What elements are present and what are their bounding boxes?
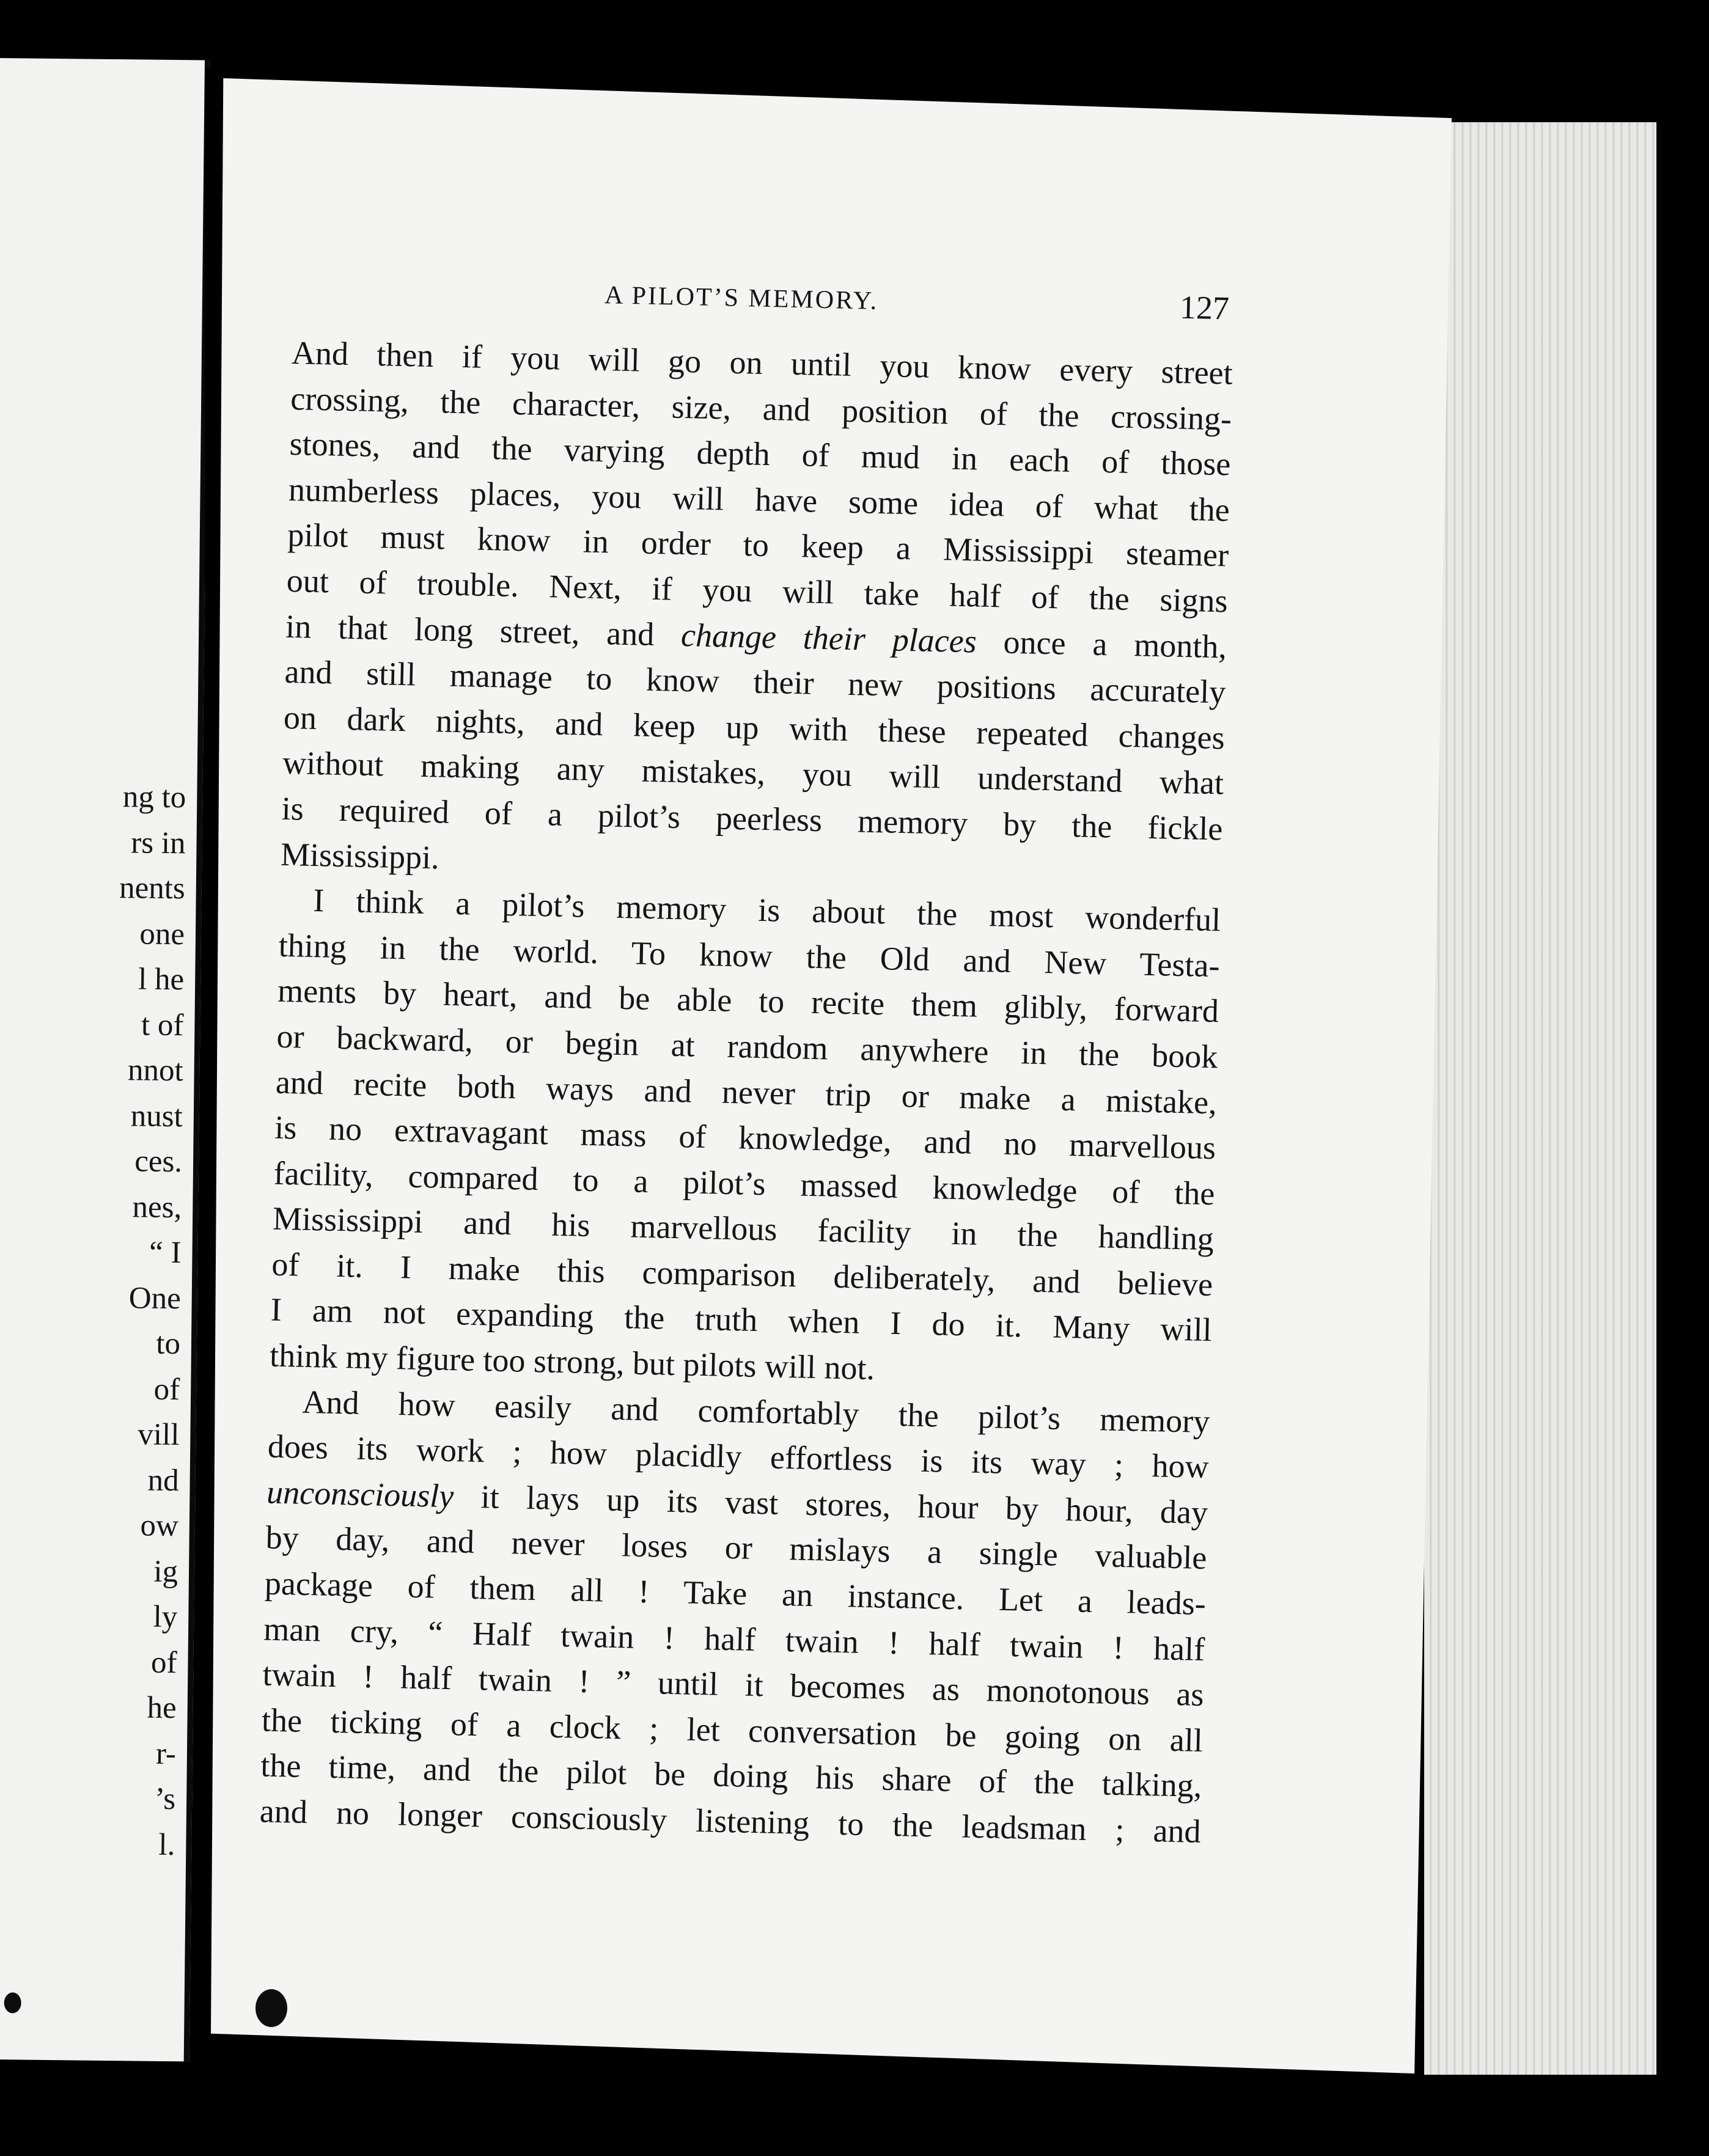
left-page-text-fragments	[109, 774, 186, 1868]
running-head-title: A PILOT’S MEMORY.	[604, 281, 879, 315]
text-line: the ticking of a clock ; let conversation be going on all	[261, 1701, 1204, 1759]
fragment-line: rs in	[131, 825, 186, 860]
fragment-line: One	[128, 1280, 182, 1316]
italic-phrase: unconsciously	[266, 1473, 454, 1515]
text-line: and no longer consciously listening to the leadsman ; and	[259, 1792, 1202, 1850]
fragment-line: nd	[147, 1463, 179, 1498]
page-text	[259, 269, 1235, 1855]
left-page	[0, 58, 210, 2061]
fragment-line: ow	[140, 1508, 179, 1544]
text-line: I think a pilot’s memory is about the most wonderful	[312, 882, 1221, 939]
text-line: I am not expanding the truth when I do it. Many will	[270, 1291, 1213, 1349]
text-segment: in that long street, and	[285, 607, 682, 653]
page-number: 127	[1179, 288, 1230, 327]
page-edges	[1424, 122, 1656, 2075]
fragment-line: vill	[138, 1417, 180, 1453]
paragraph-1	[280, 330, 1233, 898]
text-line: And how easily and comfortably the pilot’s memory	[301, 1383, 1210, 1440]
fragment-line: l he	[138, 962, 185, 997]
text-line: by day, and never loses or mislays a single valuable	[265, 1519, 1207, 1577]
fragment-line: nes,	[132, 1189, 182, 1225]
text-line: think my figure too strong, but pilots will not.	[269, 1336, 875, 1387]
text-line: Mississippi.	[280, 835, 440, 876]
fragment-line: nents	[119, 871, 186, 906]
text-line: numberless places, you will have some idea of what the	[288, 471, 1230, 529]
text-line: or backward, or begin at random anywhere in the book	[276, 1018, 1218, 1076]
fragment-line: to	[156, 1326, 181, 1362]
text-line: thing in the world. To know the Old and New Testa-	[278, 926, 1221, 985]
ink-blot	[4, 1992, 21, 2013]
fragment-line: one	[131, 916, 185, 952]
text-line: pilot must know in order to keep a Mississippi steamer	[287, 516, 1229, 574]
text-line: the time, and the pilot be doing his share of the talking,	[260, 1747, 1202, 1805]
text-line: crossing, the character, size, and position of the crossing-	[290, 380, 1232, 438]
fragment-line: t of	[141, 1008, 184, 1043]
text-line: Mississippi and his marvellous facility in the handling	[272, 1200, 1215, 1258]
book-gutter	[205, 67, 211, 2041]
fragment-line: ’s	[154, 1781, 176, 1817]
text-line: out of trouble. Next, if you will take half of the signs	[286, 562, 1229, 620]
text-line: twain ! half twain ! ” until it becomes as monotonous as	[262, 1656, 1205, 1714]
italic-phrase: change their places	[680, 616, 977, 660]
text-line: is no extravagant mass of knowledge, and no marvellous	[274, 1109, 1216, 1167]
text-line: man cry, “ Half twain ! half twain ! half twain ! half	[263, 1610, 1205, 1668]
text-segment: it lays up its vast stores, hour by hour, day	[453, 1478, 1208, 1531]
text-line: stones, and the varying depth of mud in each of those	[289, 425, 1232, 483]
text-line: and still manage to know their new positions accurately	[284, 653, 1226, 711]
fragment-line: of	[153, 1372, 180, 1407]
fragment-line: of	[150, 1645, 177, 1680]
fragment-line: nnot	[127, 1053, 183, 1088]
text-line: facility, compared to a pilot’s massed knowledge of the	[273, 1154, 1216, 1212]
text-line: And then if you will go on until you know every street	[291, 334, 1233, 392]
paragraph-2	[269, 877, 1221, 1399]
paragraph-3	[259, 1378, 1210, 1854]
text-line: package of them all ! Take an instance. Let a leads-	[264, 1564, 1207, 1623]
fragment-line: nust	[130, 1098, 183, 1134]
fragment-line: l.	[158, 1827, 175, 1862]
text-line: of it. I make this comparison deliberately, and believe	[271, 1245, 1213, 1304]
fragment-line: “ I	[149, 1235, 182, 1270]
text-line: does its work ; how placidly effortless is its way ; how	[267, 1428, 1210, 1486]
ink-blot	[255, 1989, 287, 2027]
text-line: without making any mistakes, you will understand what	[282, 744, 1224, 802]
text-line: on dark nights, and keep up with these repeated changes	[283, 698, 1226, 757]
fragment-line: he	[147, 1690, 177, 1726]
fragment-line: ly	[153, 1599, 178, 1635]
fragment-line: ig	[153, 1554, 178, 1589]
text-line: and recite both ways and never trip or make a mistake,	[275, 1063, 1218, 1121]
fragment-line: r-	[155, 1736, 177, 1771]
text-segment: once a month,	[976, 623, 1227, 666]
text-line: is required of a pilot’s peerless memory by the fickle	[281, 790, 1224, 848]
fragment-line: ng to	[122, 780, 186, 815]
fragment-line: ces.	[134, 1144, 183, 1179]
text-line: ments by heart, and be able to recite them glibly, forward	[277, 972, 1219, 1030]
